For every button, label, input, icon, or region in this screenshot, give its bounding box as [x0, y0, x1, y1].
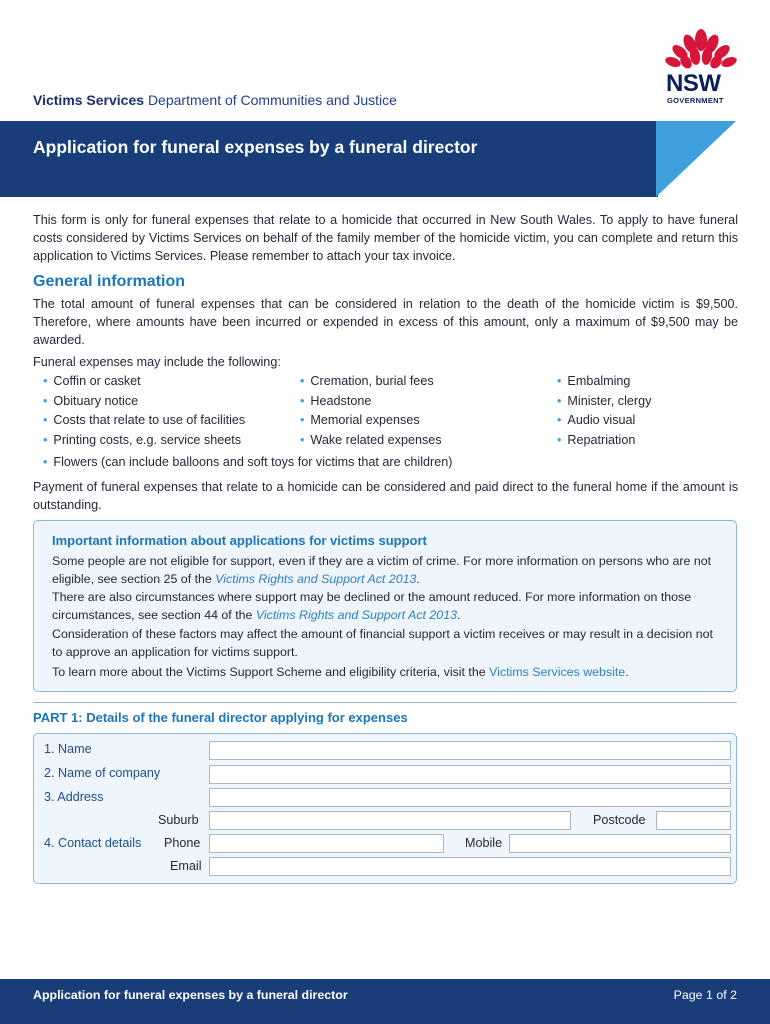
funeral-director-form	[33, 733, 737, 884]
intro-paragraph: This form is only for funeral expenses that relate to a homicide that occurred in New South Wales. To apply to have funeral costs considered by Victims Services on behalf of the family member of the homicide victim, you can complete and return this application to Victims Services. Please remember to attach your tax invoice.	[33, 213, 738, 263]
act-link[interactable]: Victims Rights and Support Act 2013	[255, 607, 457, 622]
list-item: • Costs that relate to use of facilities	[43, 413, 246, 427]
expense-list-col3	[557, 372, 651, 450]
expense-list-col2	[300, 372, 442, 450]
postcode-label: Postcode	[593, 813, 646, 827]
org-name: Victims Services	[33, 92, 145, 108]
page-number: Page 1 of 2	[673, 988, 737, 1002]
victims-services-website-link[interactable]: Victims Services website	[489, 665, 626, 679]
general-paragraph: The total amount of funeral expenses that can be considered in relation to the death of the homicide victim is $9,500. Therefore, where amounts have been incurred or expended in excess of this amount, only a maximum of $9,500 may be awarded.	[33, 297, 738, 347]
list-item: • Obituary notice	[43, 393, 139, 408]
eligibility-paragraph: Some people are not eligible for support, even if they are a victim of crime. For more information on persons who are not eligible, see section 25 of the Victims Rights and Support Act 2013.	[52, 554, 712, 586]
list-item: • Cremation, burial fees	[300, 374, 434, 388]
phone-field[interactable]	[209, 834, 444, 853]
list-item: • Wake related expenses	[300, 432, 442, 447]
contact-details-label: 4. Contact details	[44, 836, 142, 850]
list-intro: Funeral expenses may include the following:	[33, 355, 281, 369]
title-banner	[0, 121, 770, 197]
name-field[interactable]	[209, 741, 731, 760]
company-label: 2. Name of company	[44, 766, 161, 780]
company-name-field[interactable]	[209, 765, 731, 784]
section-divider	[33, 702, 737, 703]
suburb-field[interactable]	[209, 811, 571, 830]
consideration-paragraph: Consideration of these factors may affect the amount of financial support a victim receives or may result in a decision not to approve an application for victims support.	[52, 627, 713, 659]
act-link[interactable]: Victims Rights and Support Act 2013	[215, 571, 417, 586]
org-department: Department of Communities and Justice	[147, 92, 397, 108]
general-information-heading: General information	[33, 273, 186, 290]
list-item: • Memorial expenses	[300, 413, 420, 427]
page-footer	[0, 979, 770, 1024]
phone-label: Phone	[164, 836, 201, 850]
circumstances-paragraph: There are also circumstances where support may be declined or the amount reduced. For more information on those circumstances, see section 44 of the Victims Rights and Support Act 2013.	[52, 590, 692, 622]
list-item: • Embalming	[557, 374, 631, 388]
list-item: • Printing costs, e.g. service sheets	[43, 432, 242, 447]
page-title: Application for funeral expenses by a funeral director	[33, 137, 478, 157]
expense-list-col1	[43, 372, 245, 450]
list-item: • Minister, clergy	[557, 393, 652, 408]
learn-more-paragraph: To learn more about the Victims Support Scheme and eligibility criteria, visit the Victims Services website.	[52, 665, 629, 679]
name-label: 1. Name	[44, 742, 92, 756]
list-item: • Audio visual	[557, 413, 636, 427]
logo-wordmark: NSW	[666, 70, 721, 97]
postcode-field[interactable]	[656, 811, 731, 830]
logo-subtext: GOVERNMENT	[667, 96, 724, 105]
list-item: • Coffin or casket	[43, 374, 141, 388]
important-info-box	[33, 520, 737, 692]
banner-triangle-decoration	[656, 121, 736, 197]
suburb-label: Suburb	[158, 813, 199, 827]
footer-title: Application for funeral expenses by a funeral director	[33, 988, 348, 1002]
email-label: Email	[170, 859, 202, 873]
important-info-title: Important information about applications for victims support	[52, 533, 427, 548]
mobile-field[interactable]	[509, 834, 731, 853]
address-label: 3. Address	[44, 790, 104, 804]
mobile-label: Mobile	[465, 836, 503, 850]
payment-paragraph: Payment of funeral expenses that relate to a homicide can be considered and paid direct to the funeral home if the amount is outstanding.	[33, 480, 738, 512]
part1-title: PART 1: Details of the funeral director applying for expenses	[33, 710, 408, 725]
address-field[interactable]	[209, 788, 731, 807]
list-item: • Flowers (can include balloons and soft toys for victims that are children)	[43, 455, 453, 469]
email-field[interactable]	[209, 857, 731, 876]
organisation-line	[33, 92, 397, 108]
list-item: • Headstone	[300, 393, 372, 408]
list-item: • Repatriation	[557, 432, 636, 447]
